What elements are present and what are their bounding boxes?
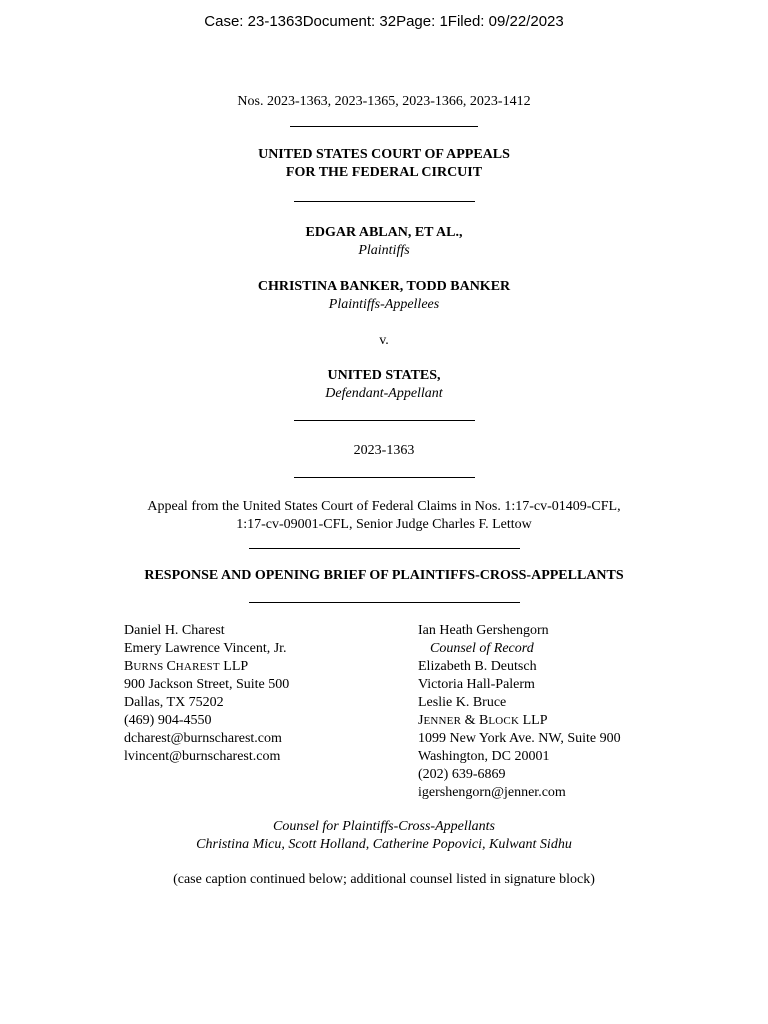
- versus: v.: [379, 333, 389, 348]
- counsel-block-left: [124, 622, 289, 766]
- divider: [249, 602, 520, 603]
- appeal-line1: Appeal from the United States Court of Federal Claims in Nos. 1:17-cv-01409-CFL,: [147, 499, 621, 514]
- case-number: 2023-1363: [353, 443, 415, 458]
- counsel-name: Emery Lawrence Vincent, Jr.: [124, 641, 287, 656]
- divider: [294, 420, 475, 421]
- city-address: Washington, DC 20001: [418, 749, 550, 764]
- document-number-header: Document: 32: [302, 13, 397, 30]
- counsel-of-record-label: Counsel of Record: [430, 641, 534, 656]
- counsel-for-line2: Christina Micu, Scott Holland, Catherine Popovici, Kulwant Sidhu: [196, 837, 572, 852]
- law-firm-name: BURNS CHAREST LLP: [124, 659, 249, 674]
- divider: [249, 548, 520, 549]
- counsel-name: Daniel H. Charest: [124, 623, 225, 638]
- counsel-name: Ian Heath Gershengorn: [418, 623, 549, 638]
- divider: [294, 201, 475, 202]
- counsel-name: Elizabeth B. Deutsch: [418, 659, 537, 674]
- email-address: lvincent@burnscharest.com: [124, 749, 281, 764]
- email-address: dcharest@burnscharest.com: [124, 731, 282, 746]
- phone-number: (202) 639-6869: [418, 767, 506, 782]
- page-number-header: Page: 1: [396, 13, 448, 30]
- case-number-header: Case: 23-1363: [204, 13, 303, 30]
- appellees-name: CHRISTINA BANKER, TODD BANKER: [257, 279, 511, 294]
- defendant-role: Defendant-Appellant: [325, 386, 443, 401]
- counsel-for-line1: Counsel for Plaintiffs-Cross-Appellants: [273, 819, 495, 834]
- plaintiffs-name: EDGAR ABLAN, ET AL.,: [305, 225, 463, 240]
- defendant-name: UNITED STATES,: [327, 368, 441, 383]
- law-firm-name: JENNER & BLOCK LLP: [418, 713, 548, 728]
- court-name-line2: FOR THE FEDERAL CIRCUIT: [285, 165, 483, 180]
- counsel-name: Leslie K. Bruce: [418, 695, 507, 710]
- caption-footnote: (case caption continued below; additional counsel listed in signature block): [173, 872, 595, 887]
- plaintiffs-role: Plaintiffs: [358, 243, 410, 258]
- street-address: 1099 New York Ave. NW, Suite 900: [418, 731, 621, 746]
- filing-header: [0, 12, 768, 32]
- appeal-line2: 1:17-cv-09001-CFL, Senior Judge Charles F. Lettow: [236, 517, 532, 532]
- docket-numbers: Nos. 2023-1363, 2023-1365, 2023-1366, 2023-1412: [237, 94, 531, 109]
- court-name-line1: UNITED STATES COURT OF APPEALS: [258, 147, 510, 162]
- filed-date-header: Filed: 09/22/2023: [447, 13, 564, 30]
- appellees-role: Plaintiffs-Appellees: [328, 297, 440, 312]
- street-address: 900 Jackson Street, Suite 500: [124, 677, 290, 692]
- divider: [294, 477, 475, 478]
- city-address: Dallas, TX 75202: [124, 695, 224, 710]
- phone-number: (469) 904-4550: [124, 713, 212, 728]
- brief-title: RESPONSE AND OPENING BRIEF OF PLAINTIFFS-CROSS-APPELLANTS: [144, 568, 624, 583]
- email-address: igershengorn@jenner.com: [418, 785, 566, 800]
- counsel-name: Victoria Hall-Palerm: [418, 677, 535, 692]
- counsel-block-right: [418, 622, 621, 802]
- divider: [290, 126, 478, 127]
